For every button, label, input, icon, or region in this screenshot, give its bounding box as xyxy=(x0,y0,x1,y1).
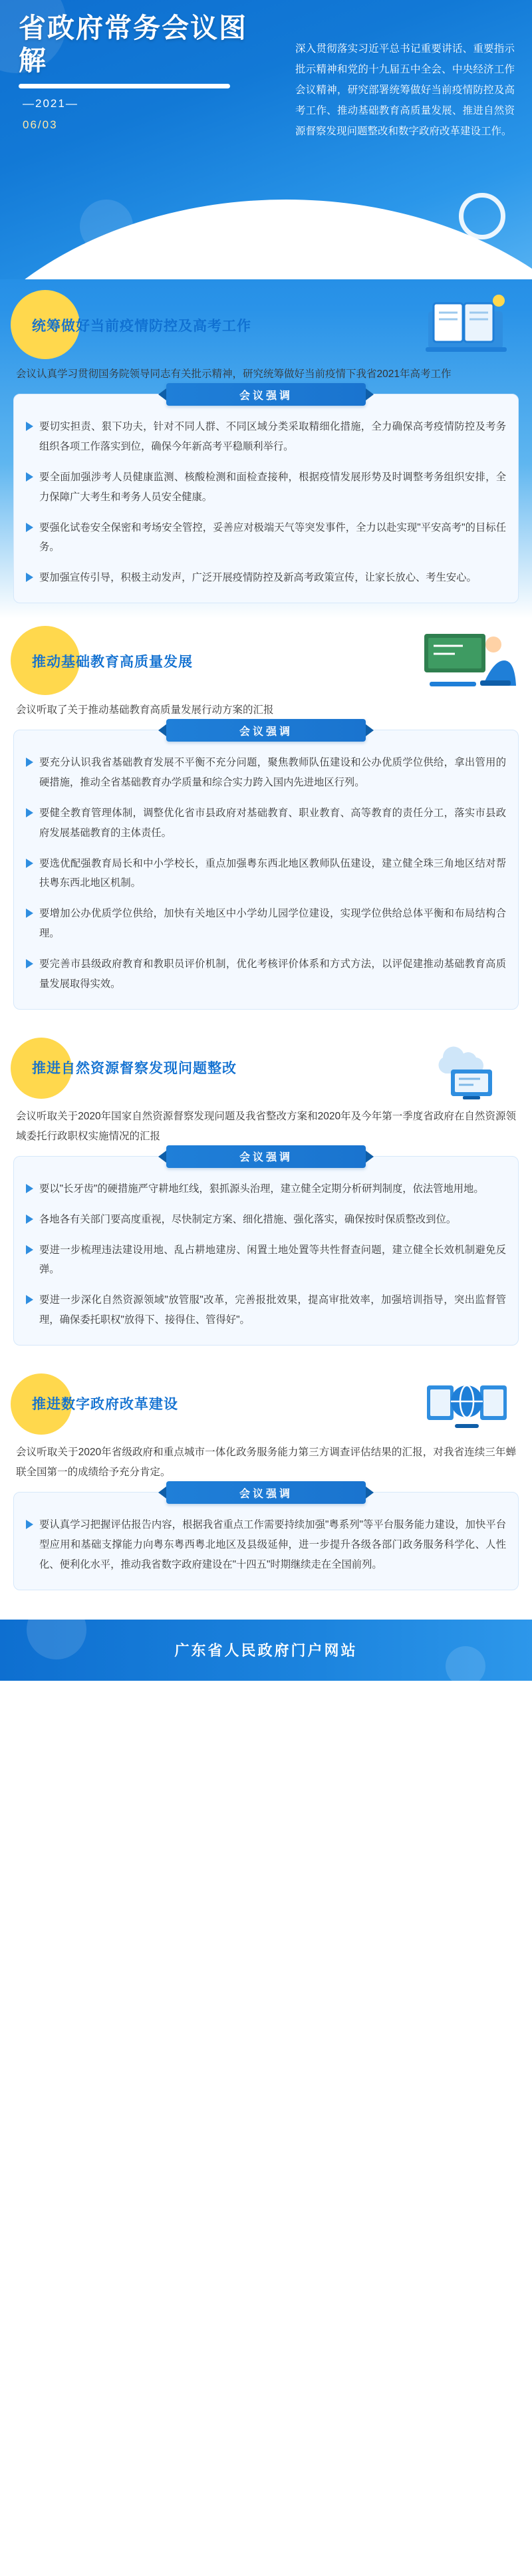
arrow-icon xyxy=(26,758,33,767)
header-summary: 深入贯彻落实习近平总书记重要讲话、重要指示批示精神和党的十九届五中全会、中央经济工作会议精神，研究部署统筹做好当前疫情防控及高考工作、推动基础教育高质量发展、推进自然资源督察发现问题整改和数字政府改革建设工作。 xyxy=(295,43,515,137)
section-lead: 会议听取关于2020年国家自然资源督察发现问题及我省整改方案和2020年及今年第一季度省政府在自然资源领域委托行政职权实施情况的汇报 xyxy=(16,1110,516,1142)
section-digital-government xyxy=(0,1364,532,1602)
list-item xyxy=(26,568,506,588)
list-item xyxy=(26,803,506,843)
footer-bar xyxy=(0,1620,532,1681)
arrow-icon xyxy=(26,959,33,968)
section-title: 推进自然资源督察发现问题整改 xyxy=(32,1060,237,1076)
list-item-text: 要进一步深化自然资源领域"放管服"改革，完善报批效果，提高审批效率，加强培训指导，突出监督管理，确保委托职权"放得下、接得住、管得好"。 xyxy=(39,1294,506,1326)
section-epidemic-gaokao xyxy=(0,286,532,615)
list-item-text: 要进一步梳理违法建设用地、乱占耕地建房、闲置土地处置等共性督查问题，建立健全长效机制避免反弹。 xyxy=(39,1244,506,1276)
section-natural-resources xyxy=(0,1028,532,1358)
section-title: 统筹做好当前疫情防控及高考工作 xyxy=(32,319,251,334)
arrow-icon xyxy=(26,1245,33,1254)
section-lead: 会议听取了关于推动基础教育高质量发展行动方案的汇报 xyxy=(16,704,274,716)
emphasis-banner: 会议强调 xyxy=(166,719,366,742)
list-item-text: 要健全教育管理体制，调整优化省市县政府对基础教育、职业教育、高等教育的责任分工，落实市县政府发展基础教育的主体责任。 xyxy=(39,807,506,839)
list-item xyxy=(26,417,506,457)
section-header xyxy=(0,1028,532,1107)
list-item-text: 要完善市县级政府教育和教职员评价机制，优化考核评价体系和方式方法，以评促建推动基础教育高质量发展取得实效。 xyxy=(39,958,506,990)
list-item xyxy=(26,518,506,558)
arrow-icon xyxy=(26,859,33,868)
header-banner xyxy=(0,0,532,279)
digital-government-icon xyxy=(416,1367,516,1439)
list-item xyxy=(26,854,506,894)
list-item-text: 要增加公办优质学位供给，加快有关地区中小学幼儿园学位建设，实现学位供给总体平衡和布局结构合理。 xyxy=(39,908,506,940)
list-item-text: 各地各有关部门要高度重视，尽快制定方案、细化措施、强化落实，确保按时保质整改到位。 xyxy=(39,1213,457,1225)
book-desk-icon xyxy=(416,289,516,360)
list-item xyxy=(26,1210,506,1230)
list-item xyxy=(26,1179,506,1199)
section-basic-education xyxy=(0,622,532,1022)
title-block xyxy=(19,12,265,88)
list-item-text: 要以"长牙齿"的硬措施严守耕地红线，狠抓源头治理，建立健全定期分析研判制度，依法管地用地。 xyxy=(39,1183,484,1195)
list-item-text: 要全面加强涉考人员健康监测、核酸检测和面检查接种，根据疫情发展形势及时调整考务组织安排，全力保障广大考生和考务人员安全健康。 xyxy=(39,471,506,503)
decor-ring xyxy=(459,193,505,239)
section-header xyxy=(0,622,532,700)
list-item xyxy=(26,468,506,507)
emphasis-banner: 会议强调 xyxy=(166,1481,366,1504)
section-title: 推动基础教育高质量发展 xyxy=(32,654,193,670)
cloud-computer-icon xyxy=(416,1031,516,1103)
emphasis-banner: 会议强调 xyxy=(166,383,366,406)
list-item-text: 要充分认识我省基础教育发展不平衡不充分问题，聚焦教师队伍建设和公办优质学位供给，拿出管用的硬措施，推动全省基础教育办学质量和综合实力跨入国内先进地区行列。 xyxy=(39,757,506,789)
arrow-icon xyxy=(26,1184,33,1193)
title-underline xyxy=(19,84,230,88)
section-title: 推进数字政府改革建设 xyxy=(32,1396,178,1412)
list-item xyxy=(26,753,506,793)
arrow-icon xyxy=(26,1295,33,1304)
page-title: 省政府常务会议图解 xyxy=(19,13,247,76)
list-item xyxy=(26,1515,506,1574)
arrow-icon xyxy=(26,1215,33,1224)
emphasis-banner: 会议强调 xyxy=(166,1145,366,1168)
arrow-icon xyxy=(26,909,33,918)
arrow-icon xyxy=(26,523,33,532)
list-item xyxy=(26,1240,506,1280)
date-block xyxy=(23,93,78,136)
date-day: 06/03 xyxy=(23,118,58,132)
teacher-blackboard-icon xyxy=(416,625,516,696)
list-item-text: 要认真学习把握评估报告内容，根据我省重点工作需要持续加强"粤系列"等平台服务能力建设，加快平台型应用和基础支撑能力向粤东粤西粤北地区及县级延伸，进一步提升各级各部门政务服务科学化、人性化、便利化水平，推动我省数字政府建设在"十四五"时期继续走在全国前列。 xyxy=(39,1519,506,1571)
arrow-icon xyxy=(26,573,33,582)
list-item-text: 要加强宣传引导，积极主动发声，广泛开展疫情防控及新高考政策宣传，让家长放心、考生安心。 xyxy=(39,572,477,584)
footer-title: 广东省人民政府门户网站 xyxy=(174,1642,358,1659)
arrow-icon xyxy=(26,1520,33,1529)
emphasis-card xyxy=(13,390,519,603)
emphasis-card xyxy=(13,726,519,1009)
section-header xyxy=(0,1364,532,1443)
section-header xyxy=(0,286,532,364)
emphasis-card xyxy=(13,1152,519,1346)
header-curve xyxy=(0,200,532,279)
date-year: —2021— xyxy=(23,97,78,110)
list-item-text: 要选优配强教育局长和中小学校长，重点加强粤东西北地区教师队伍建设，建立健全珠三角地区结对帮扶粤东西北地区机制。 xyxy=(39,857,506,889)
list-item xyxy=(26,904,506,944)
arrow-icon xyxy=(26,808,33,817)
list-item xyxy=(26,1290,506,1330)
arrow-icon xyxy=(26,472,33,482)
emphasis-card xyxy=(13,1488,519,1590)
list-item xyxy=(26,954,506,994)
decor-circle-footer-right xyxy=(446,1646,485,1681)
list-item-text: 要强化试卷安全保密和考场安全管控，妥善应对极端天气等突发事件，全力以赴实现"平安高考"的目标任务。 xyxy=(39,521,506,553)
arrow-icon xyxy=(26,422,33,431)
section-lead: 会议听取关于2020年省级政府和重点城市一体化政务服务能力第三方调查评估结果的汇报，对我省连续三年蝉联全国第一的成绩给予充分肯定。 xyxy=(16,1446,516,1479)
list-item-text: 要切实担责、狠下功夫，针对不同人群、不同区域分类采取精细化措施，全力确保高考疫情防控及考务组织各项工作落实到位，确保今年新高考平稳顺利举行。 xyxy=(39,421,506,453)
decor-circle-footer-left xyxy=(27,1620,86,1659)
section-lead: 会议认真学习贯彻国务院领导同志有关批示精神，研究统筹做好当前疫情下我省2021年高考工作 xyxy=(16,368,452,380)
